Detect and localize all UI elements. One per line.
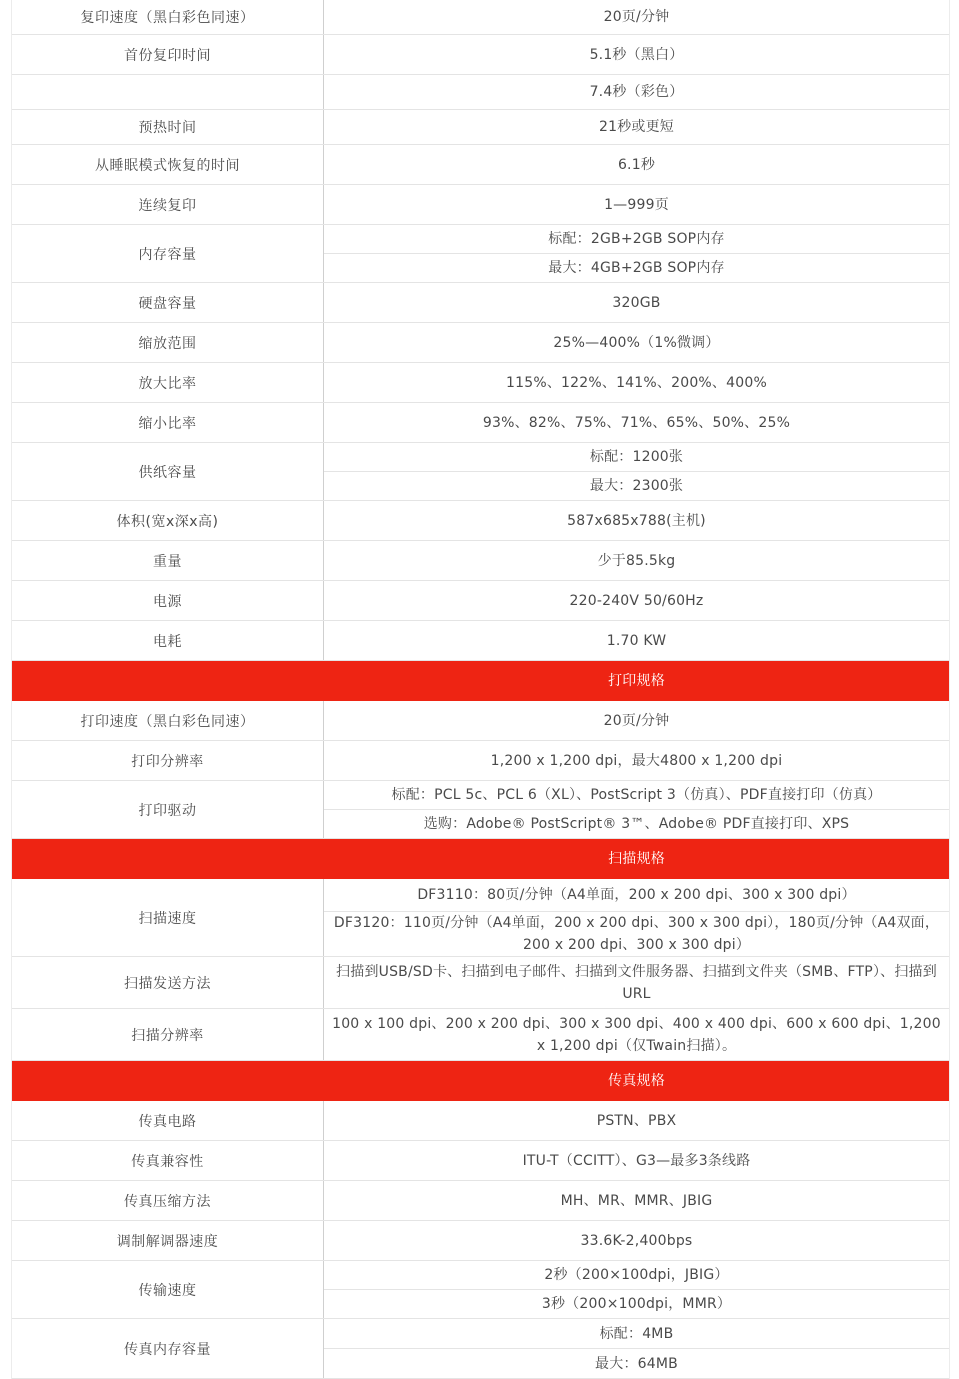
spec-value: 标配：2GB+2GB SOP内存 (548, 231, 725, 247)
spec-value: ITU-T（CCITT）、G3—最多3条线路 (522, 1152, 751, 1169)
spec-value: 标配：1200张 (589, 449, 684, 465)
spec-value: 标配：PCL 5c、PCL 6（XL）、PostScript 3（仿真）、PDF直接打印（仿真） (391, 787, 882, 803)
spec-label: 预热时间 (12, 110, 324, 144)
spec-row (12, 1101, 949, 1141)
spec-values (324, 1101, 949, 1140)
spec-label: 调制解调器速度 (12, 1221, 324, 1260)
spec-row (12, 957, 949, 1009)
spec-label: 传真兼容性 (12, 1141, 324, 1180)
spec-value: 1—999页 (604, 196, 669, 213)
spec-values (324, 661, 949, 700)
spec-values (324, 879, 949, 956)
spec-value: 6.1秒 (617, 156, 656, 173)
section-header-row (12, 661, 949, 701)
spec-value: DF3120：110页/分钟（A4单面，200 x 200 dpi、300 x 300 dpi），180页/分钟（A4双面，200 x 200 dpi、300 x 300 dpi） (324, 911, 949, 956)
spec-row (12, 1009, 949, 1061)
spec-values (324, 145, 949, 184)
spec-row (12, 1261, 949, 1319)
section-title: 打印规格 (608, 672, 665, 689)
spec-row (12, 443, 949, 501)
section-header-row (12, 839, 949, 879)
spec-value: 7.4秒（彩色） (589, 84, 684, 100)
spec-label: 扫描速度 (12, 879, 324, 956)
spec-values (324, 110, 949, 144)
spec-label: 重量 (12, 541, 324, 580)
section-title: 扫描规格 (608, 850, 665, 867)
spec-row (12, 0, 949, 35)
spec-row (12, 621, 949, 661)
spec-value: 115%、122%、141%、200%、400% (506, 374, 767, 391)
spec-label: 体积(宽x深x高) (12, 501, 324, 540)
spec-values (324, 541, 949, 580)
spec-label: 首份复印时间 (12, 35, 324, 74)
spec-value: 最大：64MB (324, 1348, 949, 1378)
spec-value: 100 x 100 dpi、200 x 200 dpi、300 x 300 dpi、400 x 400 dpi、600 x 600 dpi、1,200 x 1,200 dpi（仅Twain扫描）。 (332, 1015, 941, 1054)
spec-values (324, 0, 949, 34)
spec-row (12, 110, 949, 145)
spec-row (12, 1181, 949, 1221)
spec-value: PSTN、PBX (596, 1112, 677, 1129)
spec-label: 扫描发送方法 (12, 957, 324, 1008)
spec-label (12, 75, 324, 109)
spec-value: 20页/分钟 (603, 9, 670, 25)
spec-values (324, 1141, 949, 1180)
spec-value: 标配：4MB (599, 1325, 674, 1342)
spec-value: 20页/分钟 (603, 712, 670, 729)
section-title: 传真规格 (608, 1072, 665, 1089)
spec-label: 内存容量 (12, 225, 324, 282)
spec-label (12, 839, 324, 878)
spec-label: 放大比率 (12, 363, 324, 402)
spec-values (324, 363, 949, 402)
spec-label: 电源 (12, 581, 324, 620)
spec-value: 320GB (612, 294, 661, 311)
spec-value: 2秒（200×100dpi，JBIG） (544, 1267, 729, 1283)
spec-values (324, 621, 949, 660)
spec-values (324, 501, 949, 540)
spec-values (324, 839, 949, 878)
spec-values (324, 323, 949, 362)
spec-values (324, 1009, 949, 1060)
spec-row (12, 781, 949, 839)
spec-value: 587x685x788(主机) (567, 512, 706, 529)
spec-values (324, 957, 949, 1008)
spec-label (12, 661, 324, 700)
spec-values (324, 403, 949, 442)
spec-row (12, 323, 949, 363)
spec-row (12, 75, 949, 110)
spec-value: 25%—400%（1%微调） (553, 334, 720, 351)
spec-label: 硬盘容量 (12, 283, 324, 322)
spec-value: 220-240V 50/60Hz (569, 592, 704, 609)
spec-label: 电耗 (12, 621, 324, 660)
spec-row (12, 1319, 949, 1379)
spec-values (324, 581, 949, 620)
spec-row (12, 741, 949, 781)
spec-values (324, 1319, 949, 1378)
spec-value: 最大：2300张 (324, 471, 949, 500)
spec-row (12, 1141, 949, 1181)
spec-label: 传真压缩方法 (12, 1181, 324, 1220)
spec-label: 连续复印 (12, 185, 324, 224)
spec-value: 扫描到USB/SD卡、扫描到电子邮件、扫描到文件服务器、扫描到文件夹（SMB、FTP）、扫描到URL (336, 963, 937, 1002)
spec-value: 93%、82%、75%、71%、65%、50%、25% (482, 414, 791, 431)
spec-values (324, 443, 949, 500)
spec-values (324, 185, 949, 224)
spec-value: 1.70 KW (606, 632, 667, 649)
spec-value: 33.6K-2,400bps (580, 1232, 693, 1249)
spec-label: 传真内存容量 (12, 1319, 324, 1378)
spec-values (324, 701, 949, 740)
spec-value: 5.1秒（黑白） (589, 46, 684, 63)
spec-row (12, 283, 949, 323)
spec-label: 传输速度 (12, 1261, 324, 1318)
spec-values (324, 1181, 949, 1220)
spec-label: 扫描分辨率 (12, 1009, 324, 1060)
spec-label (12, 1061, 324, 1100)
spec-values (324, 1261, 949, 1318)
spec-table (11, 0, 950, 1379)
spec-label: 传真电路 (12, 1101, 324, 1140)
spec-label: 缩小比率 (12, 403, 324, 442)
spec-value: 选购：Adobe® PostScript® 3™、Adobe® PDF直接打印、XPS (324, 809, 949, 838)
spec-value: 21秒或更短 (598, 119, 674, 135)
spec-label: 打印分辨率 (12, 741, 324, 780)
spec-value: 3秒（200×100dpi，MMR） (324, 1289, 949, 1318)
spec-values (324, 225, 949, 282)
spec-row (12, 879, 949, 957)
spec-row (12, 501, 949, 541)
spec-value: MH、MR、MMR、JBIG (560, 1192, 713, 1209)
section-header-row (12, 1061, 949, 1101)
spec-values (324, 1061, 949, 1100)
spec-row (12, 363, 949, 403)
spec-row (12, 35, 949, 75)
spec-label: 从睡眠模式恢复的时间 (12, 145, 324, 184)
spec-row (12, 1221, 949, 1261)
spec-value: 1,200 x 1,200 dpi，最大4800 x 1,200 dpi (490, 752, 783, 769)
spec-values (324, 283, 949, 322)
spec-values (324, 35, 949, 74)
spec-row (12, 701, 949, 741)
spec-values (324, 75, 949, 109)
spec-row (12, 403, 949, 443)
spec-label: 打印驱动 (12, 781, 324, 838)
spec-label: 复印速度（黑白彩色同速） (12, 0, 324, 34)
spec-values (324, 741, 949, 780)
spec-row (12, 145, 949, 185)
spec-value: DF3110：80页/分钟（A4单面，200 x 200 dpi、300 x 300 dpi） (417, 887, 856, 903)
spec-row (12, 185, 949, 225)
spec-row (12, 225, 949, 283)
spec-value: 最大：4GB+2GB SOP内存 (324, 253, 949, 282)
spec-row (12, 581, 949, 621)
spec-row (12, 541, 949, 581)
spec-label: 打印速度（黑白彩色同速） (12, 701, 324, 740)
spec-values (324, 1221, 949, 1260)
spec-values (324, 781, 949, 838)
spec-value: 少于85.5kg (597, 552, 676, 569)
spec-label: 供纸容量 (12, 443, 324, 500)
spec-label: 缩放范围 (12, 323, 324, 362)
